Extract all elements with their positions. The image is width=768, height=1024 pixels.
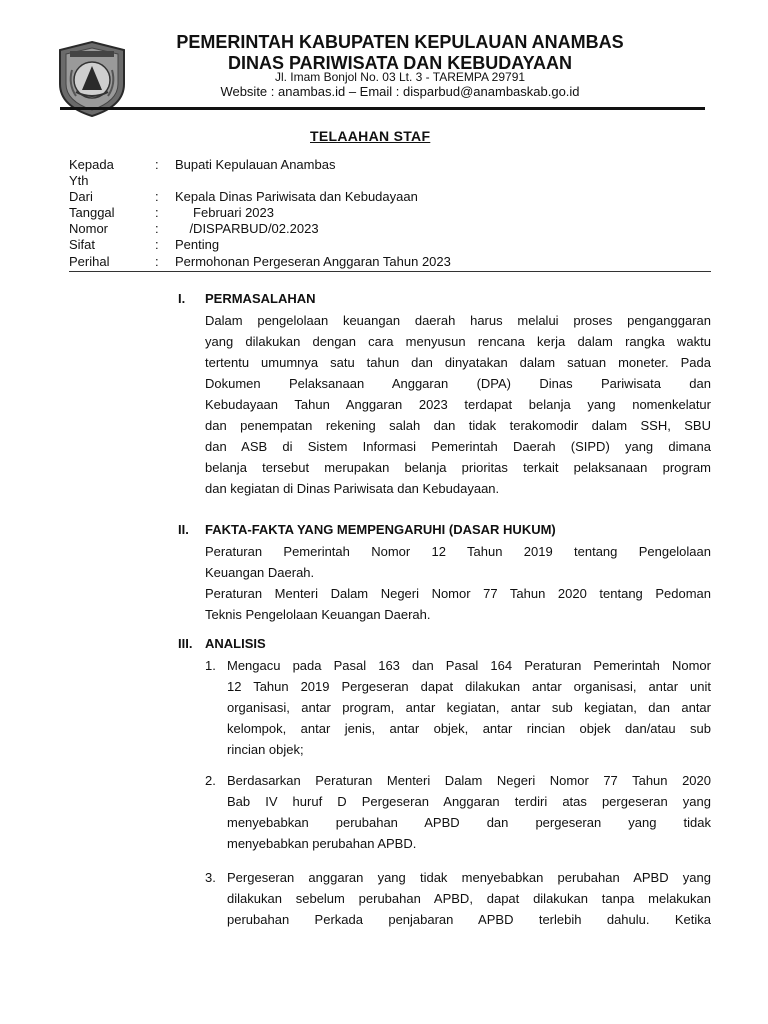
letterhead-divider bbox=[60, 107, 705, 110]
meta-value-tanggal: Februari 2023 bbox=[175, 205, 274, 220]
paragraph-line: Berdasarkan Peraturan Menteri Dalam Negeri Nomor 77 Tahun 2020 bbox=[227, 773, 711, 788]
paragraph-line: rincian objek; bbox=[227, 742, 304, 757]
paragraph-line: menyebabkan perubahan APBD dan pergeseran yang tidak bbox=[227, 815, 711, 830]
letterhead-agency-name: DINAS PARIWISATA DAN KEBUDAYAAN bbox=[227, 53, 573, 73]
section-3-title: ANALISIS bbox=[205, 636, 266, 651]
meta-colon: : bbox=[155, 254, 159, 269]
meta-label-kepada: Kepada bbox=[69, 157, 114, 172]
list-item bbox=[227, 770, 711, 854]
meta-divider bbox=[69, 271, 711, 272]
paragraph-line: 12 Tahun 2019 Pergeseran dapat dilakukan antar organisasi, antar unit bbox=[227, 679, 711, 694]
meta-value-sifat: Penting bbox=[175, 237, 220, 252]
meta-value-kepada: Bupati Kepulauan Anambas bbox=[175, 157, 336, 172]
paragraph-line: yang dilakukan dengan cara menyusun rencana kerja dalam rangka waktu bbox=[205, 334, 711, 349]
section-2-number: II. bbox=[178, 522, 189, 537]
paragraph-line: Mengacu pada Pasal 163 dan Pasal 164 Peraturan Pemerintah Nomor bbox=[227, 658, 711, 673]
paragraph-line: tertentu umumnya satu tahun dan dinyatakan dalam satuan moneter. Pada bbox=[205, 355, 711, 370]
document-title: TELAAHAN STAF bbox=[310, 128, 431, 144]
meta-label-dari: Dari bbox=[69, 189, 93, 204]
section-1-number: I. bbox=[178, 291, 186, 306]
list-item bbox=[227, 867, 711, 930]
paragraph-line: Dokumen Pelaksanaan Anggaran (DPA) Dinas Pariwisata dan bbox=[205, 376, 711, 391]
paragraph-line: Keuangan Daerah. bbox=[205, 565, 315, 580]
paragraph-line: belanja tersebut merupakan belanja prioritas terkait pelaksanaan program bbox=[205, 460, 711, 475]
meta-value-perihal: Permohonan Pergeseran Anggaran Tahun 2023 bbox=[175, 254, 451, 269]
meta-label-tanggal: Tanggal bbox=[69, 205, 115, 220]
paragraph-line: dan ASB di Sistem Informasi Pemerintah Daerah (SIPD) yang dimana bbox=[205, 439, 711, 454]
paragraph-line: Dalam pengelolaan keuangan daerah harus melalui proses penganggaran bbox=[205, 313, 711, 328]
meta-colon: : bbox=[155, 157, 159, 172]
section-1-paragraph bbox=[205, 310, 711, 499]
paragraph-line: kelompok, antar jenis, antar objek, antar rincian objek dan/atau sub bbox=[227, 721, 711, 736]
paragraph-line: perubahan Perkada penjabaran APBD terlebih dahulu. Ketika bbox=[227, 912, 711, 927]
paragraph-line: dan kegiatan di Dinas Pariwisata dan Kebudayaan. bbox=[205, 481, 500, 496]
meta-colon: : bbox=[155, 189, 159, 204]
paragraph-line: Peraturan Pemerintah Nomor 12 Tahun 2019 tentang Pengelolaan bbox=[205, 544, 711, 559]
list-item-number: 1. bbox=[205, 658, 216, 673]
paragraph-line: Pergeseran anggaran yang tidak menyebabkan perubahan APBD yang bbox=[227, 870, 711, 885]
letterhead-government-name: PEMERINTAH KABUPATEN KEPULAUAN ANAMBAS bbox=[176, 32, 624, 52]
section-1-title: PERMASALAHAN bbox=[205, 291, 316, 306]
meta-label-perihal: Perihal bbox=[69, 254, 110, 269]
section-2-title: FAKTA-FAKTA YANG MEMPENGARUHI (DASAR HUKUM) bbox=[205, 522, 556, 537]
paragraph-line: Teknis Pengelolaan Keuangan Daerah. bbox=[205, 607, 431, 622]
meta-value-nomor: /DISPARBUD/02.2023 bbox=[175, 221, 319, 236]
meta-label-nomor: Nomor bbox=[69, 221, 109, 236]
paragraph-line: Bab IV huruf D Pergeseran Anggaran terdiri atas pergeseran yang bbox=[227, 794, 711, 809]
section-3-number: III. bbox=[178, 636, 193, 651]
section-2-paragraph bbox=[205, 541, 711, 625]
meta-colon: : bbox=[155, 237, 159, 252]
list-item-number: 3. bbox=[205, 870, 216, 885]
paragraph-line: Peraturan Menteri Dalam Negeri Nomor 77 Tahun 2020 tentang Pedoman bbox=[205, 586, 711, 601]
list-item-number: 2. bbox=[205, 773, 216, 788]
paragraph-line: dan penempatan rekening salah dan tidak terakomodir dalam SSH, SBU bbox=[205, 418, 711, 433]
meta-colon: : bbox=[155, 205, 159, 220]
paragraph-line: menyebabkan perubahan APBD. bbox=[227, 836, 417, 851]
paragraph-line: dilakukan sebelum perubahan APBD, dapat dilakukan tanpa melakukan bbox=[227, 891, 711, 906]
meta-value-dari: Kepala Dinas Pariwisata dan Kebudayaan bbox=[175, 189, 418, 204]
paragraph-line: organisasi, antar program, antar kegiatan, antar sub kegiatan, dan antar bbox=[227, 700, 711, 715]
list-item bbox=[227, 655, 711, 760]
letterhead-website-email: Website : anambas.id – Email : disparbud@anambaskab.go.id bbox=[220, 84, 580, 99]
paragraph-line: Kebudayaan Tahun Anggaran 2023 terdapat belanja yang nomenkelatur bbox=[205, 397, 711, 412]
meta-colon: : bbox=[155, 221, 159, 236]
letterhead-address: Jl. Imam Bonjol No. 03 Lt. 3 - TAREMPA 29791 bbox=[274, 70, 526, 84]
meta-label-yth: Yth bbox=[69, 173, 89, 188]
meta-label-sifat: Sifat bbox=[69, 237, 96, 252]
